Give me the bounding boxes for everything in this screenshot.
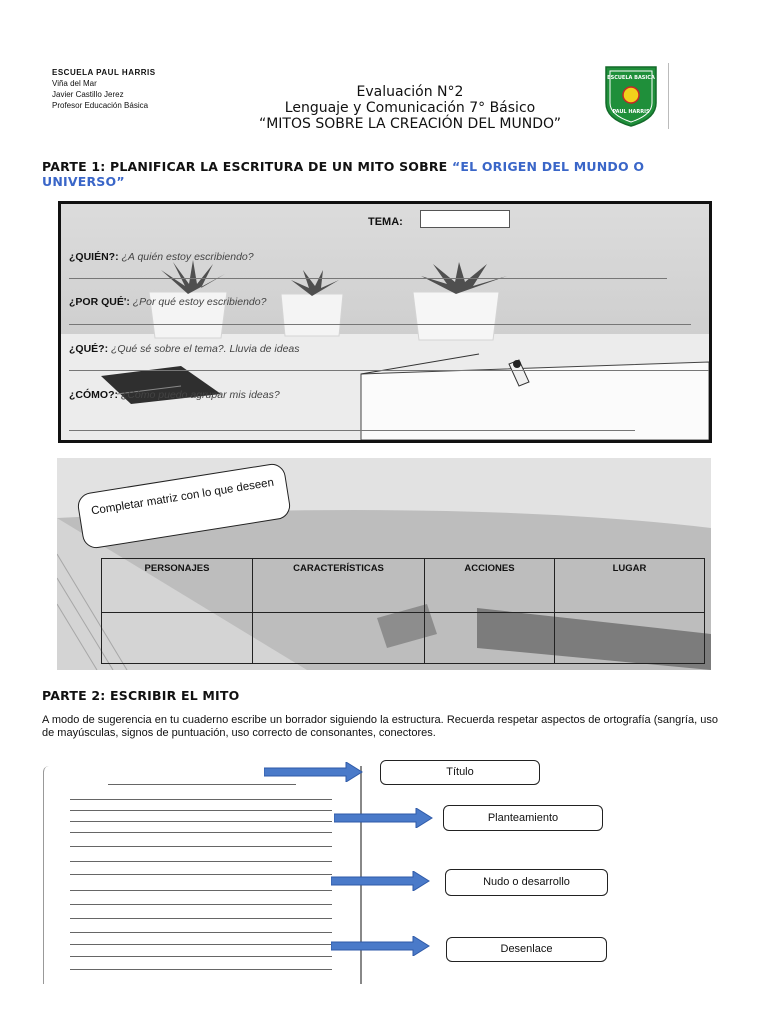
- arrow-right-icon: [331, 871, 431, 891]
- writing-line[interactable]: [70, 969, 332, 970]
- column-lugar: LUGAR: [555, 559, 705, 613]
- column-personajes: PERSONAJES: [102, 559, 253, 613]
- question-what-prompt: ¿Qué sé sobre el tema?. Lluvia de ideas: [111, 343, 300, 355]
- question-what-label: ¿QUÉ?:: [69, 343, 109, 355]
- tema-input[interactable]: [420, 210, 510, 228]
- arrow-right-icon: [334, 808, 434, 828]
- school-crest-icon: [598, 63, 664, 129]
- writing-line[interactable]: [70, 861, 332, 862]
- question-why-prompt: ¿Por qué estoy escribiendo?: [132, 296, 267, 308]
- column-acciones: ACCIONES: [425, 559, 555, 613]
- cell-acciones[interactable]: [425, 613, 555, 664]
- document-title: [160, 84, 660, 132]
- planning-panel: [58, 201, 712, 443]
- cell-personajes[interactable]: [102, 613, 253, 664]
- structure-planteamiento: Planteamiento: [443, 805, 603, 831]
- question-why-label: ¿POR QUÉ':: [69, 296, 130, 308]
- part1-heading-highlight: “EL ORIGEN DEL MUNDO O UNIVERSO”: [42, 159, 645, 189]
- question-how-prompt: ¿Cómo puedo agrupar mis ideas?: [120, 389, 280, 401]
- part1-heading: [42, 159, 722, 189]
- part1-heading-prefix: PARTE 1: PLANIFICAR LA ESCRITURA DE UN MITO SOBRE: [42, 159, 452, 174]
- evaluation-number: Evaluación N°2: [356, 84, 464, 100]
- question-who: [69, 251, 254, 263]
- tema-label: TEMA:: [368, 216, 403, 228]
- school-city: Viña del Mar: [52, 79, 97, 88]
- arrow-right-icon: [331, 936, 431, 956]
- planning-matrix: [101, 558, 705, 664]
- topic-line: “MITOS SOBRE LA CREACIÓN DEL MUNDO”: [258, 116, 562, 132]
- answer-line-why[interactable]: [69, 324, 691, 325]
- writing-line[interactable]: [70, 890, 332, 891]
- column-caracteristicas: CARACTERÍSTICAS: [253, 559, 425, 613]
- writing-line[interactable]: [70, 799, 332, 800]
- teacher-role: Profesor Educación Básica: [52, 101, 149, 110]
- writing-line[interactable]: [70, 956, 332, 957]
- structure-nudo: Nudo o desarrollo: [445, 869, 608, 896]
- instruction-bubble: Completar matriz con lo que deseen: [76, 462, 292, 550]
- part2-heading: PARTE 2: ESCRIBIR EL MITO: [42, 688, 240, 703]
- answer-line-what[interactable]: [69, 370, 709, 371]
- question-who-label: ¿QUIÉN?:: [69, 251, 119, 263]
- subject-line: Lenguaje y Comunicación 7° Básico: [284, 100, 536, 116]
- answer-line-how[interactable]: [69, 430, 635, 431]
- question-how: [69, 389, 280, 401]
- writing-line[interactable]: [70, 846, 332, 847]
- writing-line[interactable]: [70, 944, 332, 945]
- school-logo: [598, 63, 669, 129]
- matrix-header-row: [102, 559, 705, 613]
- question-who-prompt: ¿A quién estoy escribiendo?: [121, 251, 254, 263]
- writing-line[interactable]: [70, 821, 332, 822]
- writing-line[interactable]: [70, 932, 332, 933]
- arrow-right-icon: [264, 762, 364, 782]
- title-line[interactable]: [108, 784, 296, 785]
- school-name: ESCUELA PAUL HARRIS: [52, 68, 156, 77]
- logo-top-text: ESCUELA BASICA: [607, 75, 655, 81]
- part2-instructions: A modo de sugerencia en tu cuaderno escribe un borrador siguiendo la estructura. Recuerda respetar aspectos de ortografía (sangría, uso de mayúsculas, signos de puntuación, uso correcto de consonantes, conectores.: [42, 714, 718, 739]
- teacher-name: Javier Castillo Jerez: [52, 90, 124, 99]
- question-why: [69, 296, 266, 308]
- school-info: [52, 67, 156, 111]
- matrix-answer-row: [102, 613, 705, 664]
- question-how-label: ¿CÓMO?:: [69, 389, 118, 401]
- cell-lugar[interactable]: [555, 613, 705, 664]
- writing-line[interactable]: [70, 874, 332, 875]
- cell-caracteristicas[interactable]: [253, 613, 425, 664]
- structure-titulo: Título: [380, 760, 540, 785]
- question-what: [69, 343, 300, 355]
- writing-line[interactable]: [70, 832, 332, 833]
- writing-line[interactable]: [70, 918, 332, 919]
- writing-line[interactable]: [70, 810, 332, 811]
- answer-line-who[interactable]: [69, 278, 667, 279]
- logo-bottom-text: PAUL HARRIS: [612, 109, 650, 115]
- writing-area[interactable]: [43, 766, 362, 984]
- structure-desenlace: Desenlace: [446, 937, 607, 962]
- desk-plants-image: [61, 204, 709, 440]
- matrix-panel: [57, 458, 711, 670]
- writing-line[interactable]: [70, 904, 332, 905]
